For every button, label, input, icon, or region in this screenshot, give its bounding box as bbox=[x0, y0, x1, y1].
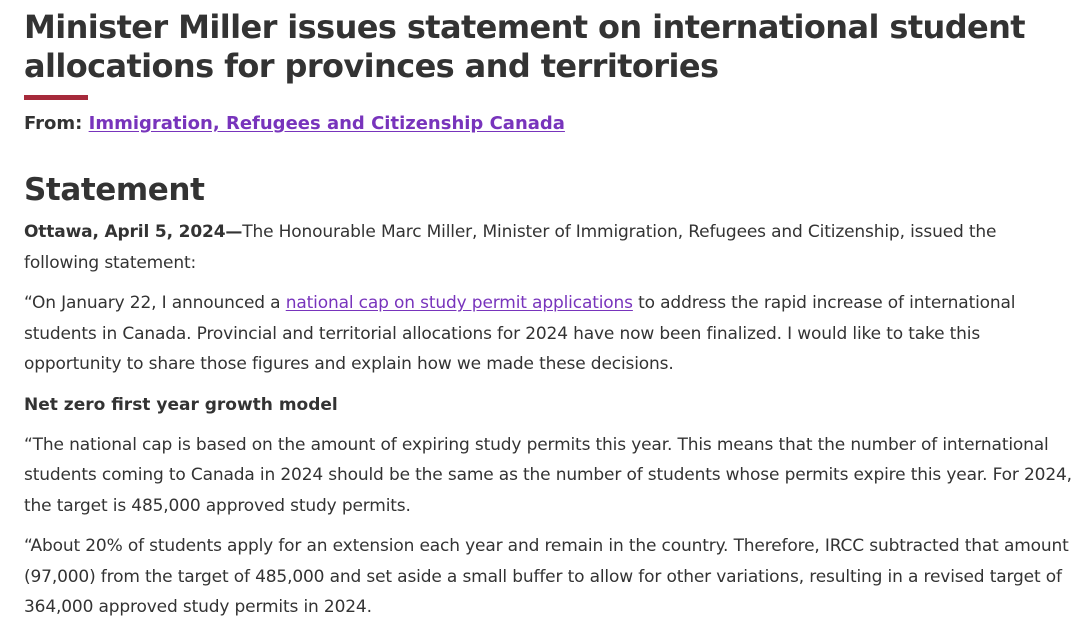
title-accent-rule bbox=[24, 95, 88, 100]
paragraph-intro bbox=[24, 217, 1074, 278]
paragraph-national-cap: “The national cap is based on the amount of expiring study permits this year. This means that the number of international students coming to Canada in 2024 should be the same as the number of students whose permits expire this year. For 2024, the target is 485,000 approved study permits. bbox=[24, 434, 1072, 516]
article bbox=[24, 0, 1074, 623]
subheading: Net zero first year growth model bbox=[24, 394, 338, 415]
announcement-text-before: “On January 22, I announced a bbox=[24, 293, 286, 313]
department-link[interactable]: Immigration, Refugees and Citizenship Canada bbox=[88, 113, 565, 134]
from-line bbox=[24, 113, 1074, 135]
paragraph-extension: “About 20% of students apply for an extension each year and remain in the country. Therefore, IRCC subtracted that amount (97,000) from the target of 485,000 and set aside a small buffer to allow for other variations, resulting in a revised target of 364,000 approved study permits in 2024. bbox=[24, 536, 1069, 617]
national-cap-link[interactable]: national cap on study permit applications bbox=[285, 293, 633, 313]
paragraph-announcement bbox=[24, 288, 1074, 380]
dateline-dash: — bbox=[225, 222, 243, 242]
from-label: From: bbox=[24, 113, 83, 134]
dateline: Ottawa, April 5, 2024 bbox=[24, 222, 226, 242]
page-title: Minister Miller issues statement on international student allocations for provinces and territories bbox=[24, 8, 1026, 85]
section-heading: Statement bbox=[24, 172, 205, 208]
intro-text: The Honourable Marc Miller, Minister of Immigration, Refugees and Citizenship, issued the following statement: bbox=[24, 222, 997, 273]
announcement-text-after: to address the rapid increase of international students in Canada. Provincial and territorial allocations for 2024 have now been finalized. I would like to take this opportunity to share those figures and explain how we made these decisions. bbox=[24, 293, 1016, 374]
